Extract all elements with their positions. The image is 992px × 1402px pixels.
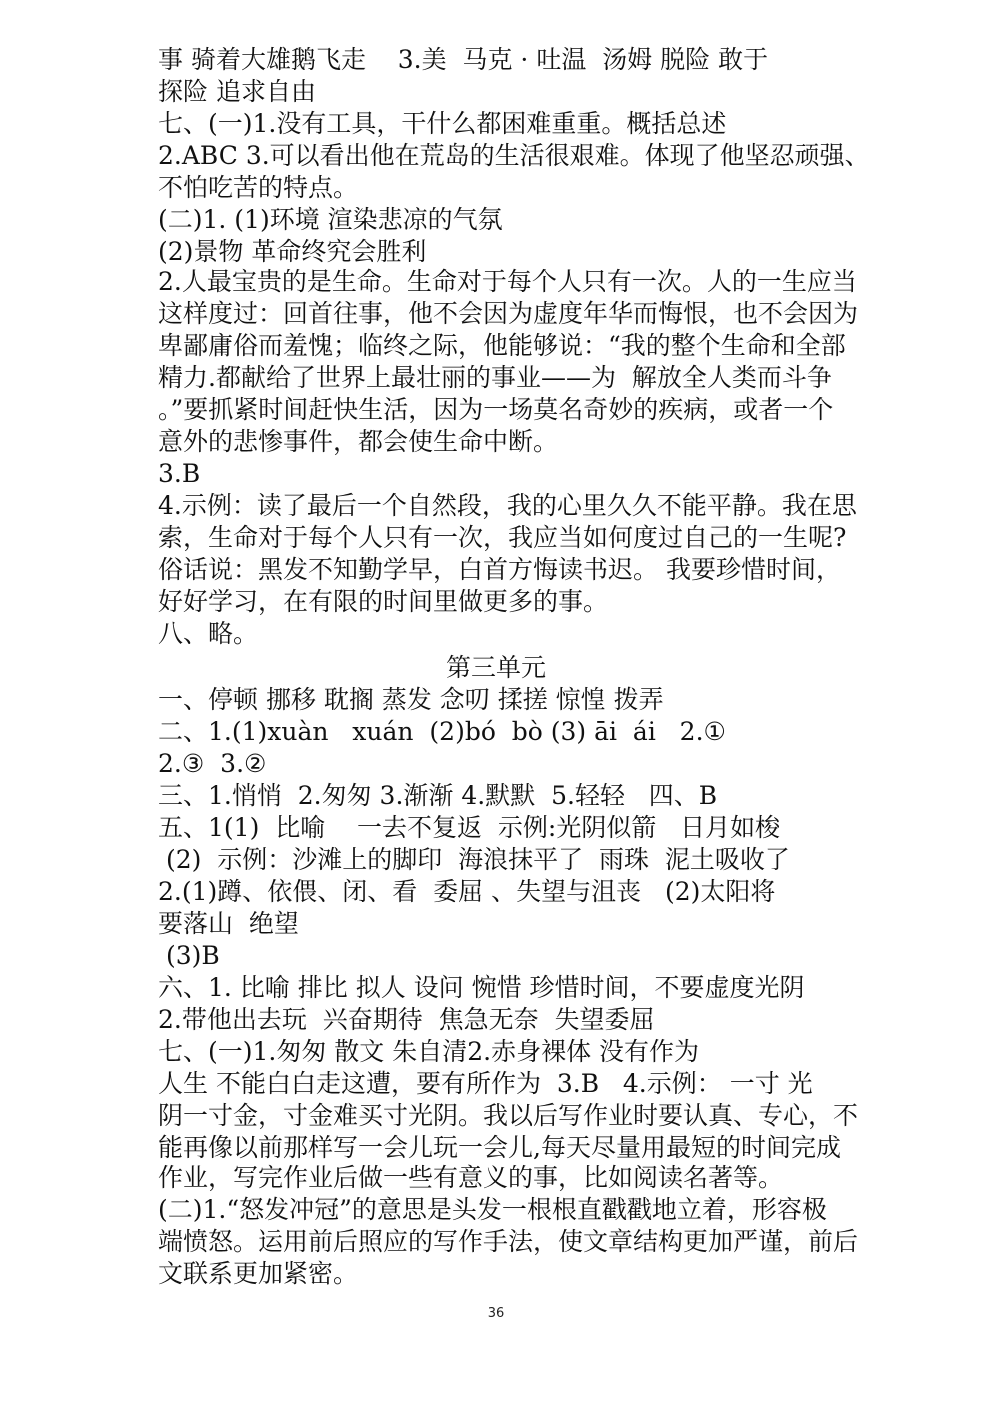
text-line: 能再像以前那样写一会儿玩一会儿,每天尽量用最短的时间完成 xyxy=(158,1133,841,1162)
text-line: 2.(1)蹲、依偎、闭、看 委屈 、失望与沮丧 (2)太阳将 xyxy=(158,877,776,906)
text-line: (二)1.“怒发冲冠”的意思是头发一根根直戳戳地立着，形容极 xyxy=(158,1195,827,1224)
text-line: 事 骑着大雄鹅飞走 3.美 马克 · 吐温 汤姆 脱险 敢于 xyxy=(158,45,769,74)
text-line: 要落山 绝望 xyxy=(158,909,299,938)
text-line: 阴一寸金，寸金难买寸光阴。我以后写作业时要认真、专心，不 xyxy=(158,1101,859,1130)
text-line: 好好学习，在有限的时间里做更多的事。 xyxy=(158,587,609,616)
text-line: 一、停顿 挪移 耽搁 蒸发 念叨 揉搓 惊惶 拨弄 xyxy=(158,685,664,714)
page-number: 36 xyxy=(487,1306,505,1321)
text-line: 二、1.(1)xuàn xuán (2)bó bò (3) āi ái 2.① xyxy=(158,717,726,746)
text-line: (3)B xyxy=(158,941,220,970)
text-line: 八、略。 xyxy=(158,619,259,648)
text-line: 意外的悲惨事件，都会使生命中断。 xyxy=(158,427,559,456)
text-line: 精力.都献给了世界上最壮丽的事业——为 解放全人类而斗争 xyxy=(158,363,832,392)
text-line: 不怕吃苦的特点。 xyxy=(158,173,359,202)
text-line: 六、1. 比喻 排比 拟人 设问 惋惜 珍惜时间，不要虚度光阴 xyxy=(158,973,805,1002)
text-line: 三、1.悄悄 2.匆匆 3.渐渐 4.默默 5.轻轻 四、B xyxy=(158,781,718,810)
text-line: 文联系更加紧密。 xyxy=(158,1259,359,1288)
text-line: 七、(一)1.匆匆 散文 朱自清2.赤身裸体 没有作为 xyxy=(158,1037,700,1066)
text-line: 2.③ 3.② xyxy=(158,749,267,778)
text-line: 人生 不能白白走这遭，要有所作为 3.B 4.示例： 一寸 光 xyxy=(158,1069,813,1098)
text-line: 3.B xyxy=(158,459,201,488)
text-line: (2)景物 革命终究会胜利 xyxy=(158,237,427,266)
text-line: 。”要抓紧时间赶快生活，因为一场莫名奇妙的疾病，或者一个 xyxy=(158,395,834,424)
text-line: 端愤怒。运用前后照应的写作手法，使文章结构更加严谨，前后 xyxy=(158,1227,859,1256)
text-line: 作业，写完作业后做一些有意义的事，比如阅读名著等。 xyxy=(158,1163,784,1192)
text-line: 2.带他出去玩 兴奋期待 焦急无奈 失望委屈 xyxy=(158,1005,655,1034)
text-line: 这样度过：回首往事，他不会因为虚度年华而悔恨，也不会因为 xyxy=(158,299,859,328)
text-line: 2.人最宝贵的是生命。生命对于每个人只有一次。人的一生应当 xyxy=(158,267,857,296)
section-title: 第三单元 xyxy=(445,653,546,682)
text-line: 俗话说：黑发不知勤学早，白首方悔读书迟。 我要珍惜时间， xyxy=(158,555,841,584)
text-line: 索，生命对于每个人只有一次，我应当如何度过自己的一生呢? xyxy=(158,523,847,552)
text-line: (2) 示例：沙滩上的脚印 海浪抹平了 雨珠 泥土吸收了 xyxy=(158,845,790,874)
text-line: 五、1(1) 比喻 一去不复返 示例:光阴似箭 日月如梭 xyxy=(158,813,781,842)
text-line: 4.示例：读了最后一个自然段，我的心里久久不能平静。我在思 xyxy=(158,491,857,520)
text-line: 七、(一)1.没有工具，干什么都困难重重。概括总述 xyxy=(158,109,727,138)
text-line: 2.ABC 3.可以看出他在荒岛的生活很艰难。体现了他坚忍顽强、 xyxy=(158,141,870,170)
text-line: 探险 追求自由 xyxy=(158,77,316,106)
text-line: 卑鄙庸俗而羞愧；临终之际，他能够说：“我的整个生命和全部 xyxy=(158,331,846,360)
text-line: (二)1. (1)环境 渲染悲凉的气氛 xyxy=(158,205,503,234)
